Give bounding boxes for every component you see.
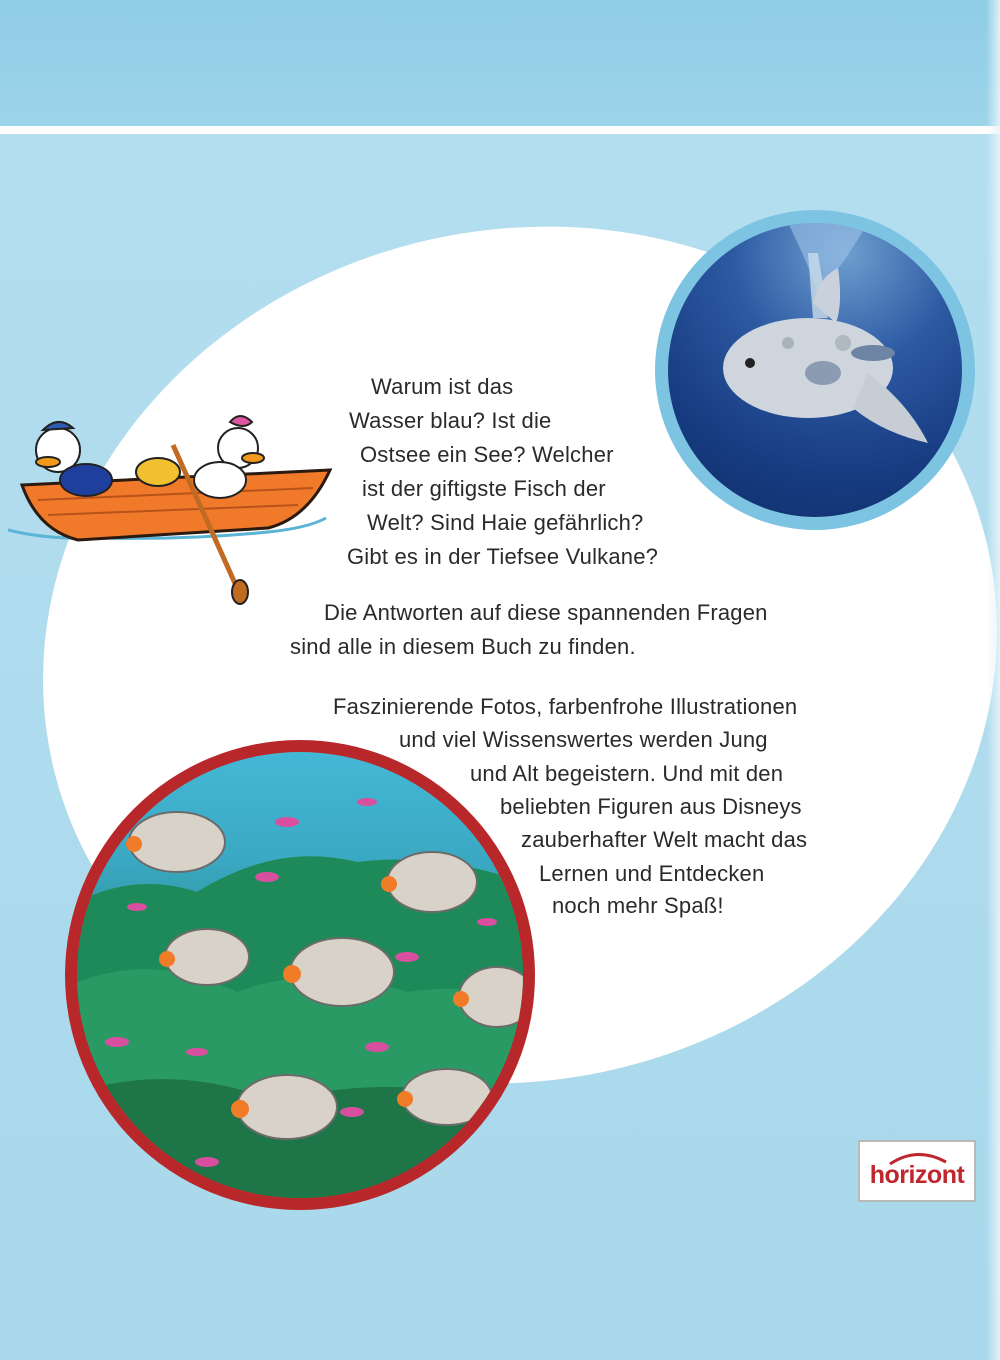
intro-line: Gibt es in der Tiefsee Vulkane? — [347, 544, 659, 569]
coral-reef-photo-icon — [77, 752, 523, 1198]
promo-line: und Alt begeistern. Und mit den — [470, 761, 784, 786]
coral-reef-photo-frame — [65, 740, 535, 1210]
publisher-logo — [858, 1140, 976, 1202]
intro-line: Warum ist das — [371, 374, 514, 399]
page-edge — [986, 0, 1000, 1360]
sunfish-photo-icon — [668, 223, 962, 517]
answer-line: Die Antworten auf diese spannenden Fragen — [324, 600, 768, 625]
publisher-logo-text: horizont — [869, 1160, 965, 1189]
promo-line: Faszinierende Fotos, farbenfrohe Illustrationen — [333, 694, 798, 719]
intro-line: Wasser blau? Ist die — [349, 408, 552, 433]
promo-line: zauberhafter Welt macht das — [521, 827, 808, 852]
promo-line: beliebten Figuren aus Disneys — [500, 794, 802, 819]
sunfish-photo-frame — [655, 210, 975, 530]
promo-line: noch mehr Spaß! — [552, 893, 724, 918]
answer-line: sind alle in diesem Buch zu finden. — [290, 634, 636, 659]
promo-line: Lernen und Entdecken — [539, 861, 765, 886]
sunfish-photo — [668, 223, 962, 517]
promo-line: und viel Wissenswertes werden Jung — [399, 727, 768, 752]
intro-line: Ostsee ein See? Welcher — [360, 442, 614, 467]
intro-line: Welt? Sind Haie gefährlich? — [367, 510, 644, 535]
top-band — [0, 0, 1000, 128]
intro-line: ist der giftigste Fisch der — [362, 476, 606, 501]
top-stripe — [0, 126, 1000, 134]
donald-daisy-rowboat-illustration — [8, 400, 338, 610]
coral-reef-photo — [77, 752, 523, 1198]
